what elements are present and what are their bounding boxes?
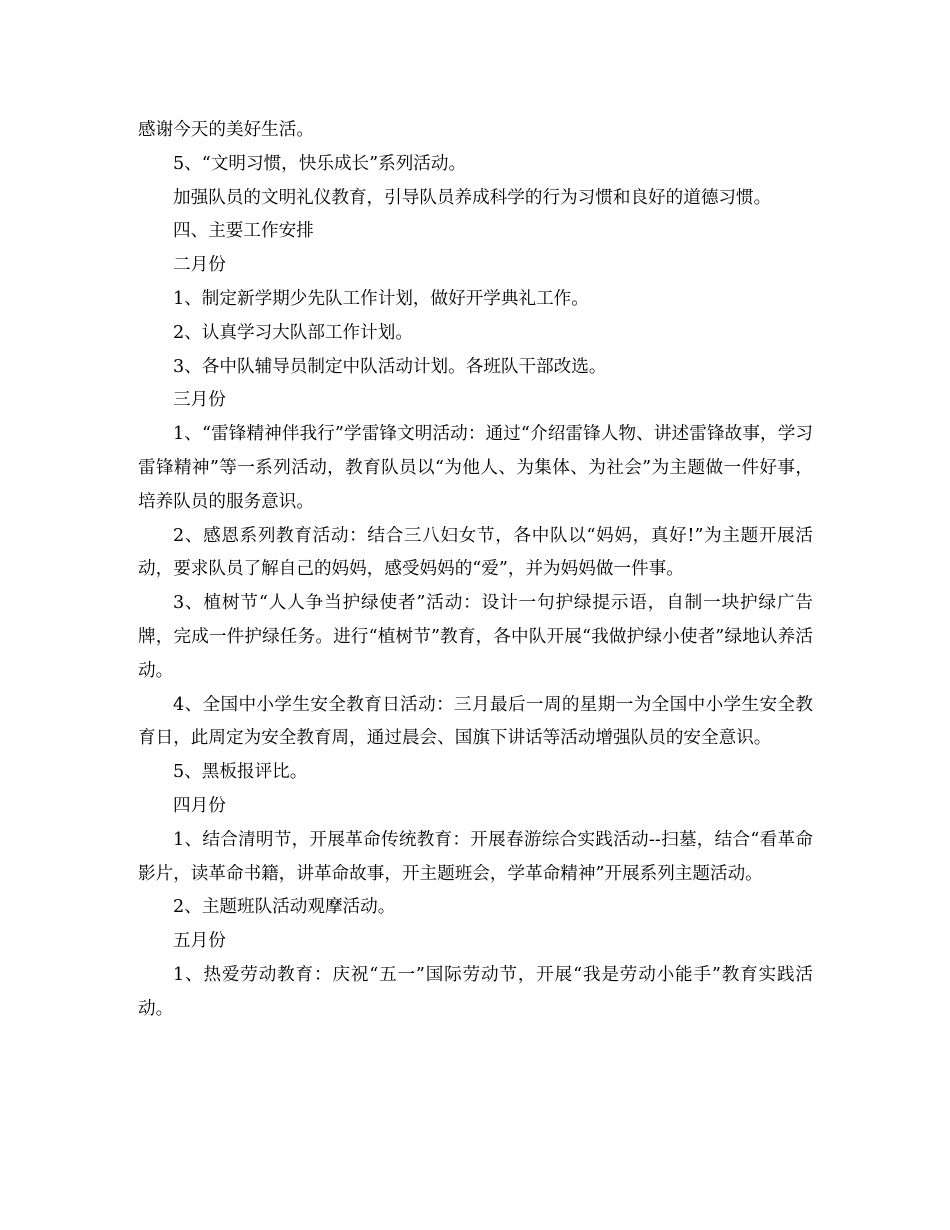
month-heading-march: 三月份 bbox=[173, 390, 226, 411]
paragraph-17: 2、主题班队活动观摩活动。 bbox=[173, 897, 396, 918]
paragraph-11: 2、感恩系列教育活动：结合三八妇女节，各中队以“妈妈，真好!”为主题开展活动，要求队员了解自己的妈妈，感受妈妈的“爱”，并为妈妈做一件事。 bbox=[138, 525, 813, 580]
paragraph-2: 5、“文明习惯，快乐成长”系列活动。 bbox=[173, 153, 467, 174]
month-heading-april: 四月份 bbox=[173, 795, 226, 816]
paragraph-19: 1、热爱劳动教育：庆祝“五一”国际劳动节，开展“我是劳动小能手”教育实践活动。 bbox=[138, 964, 813, 1019]
document-page bbox=[138, 114, 813, 1027]
paragraph-16: 1、结合清明节，开展革命传统教育：开展春游综合实践活动--扫墓，结合“看革命影片，读革命书籍，讲革命故事，开主题班会，学革命精神”开展系列主题活动。 bbox=[138, 829, 813, 884]
month-heading-may: 五月份 bbox=[173, 931, 226, 952]
section-heading: 四、主要工作安排 bbox=[173, 221, 314, 242]
paragraph-7: 2、认真学习大队部工作计划。 bbox=[173, 322, 413, 343]
paragraph-3: 加强队员的文明礼仪教育，引导队员养成科学的行为习惯和良好的道德习惯。 bbox=[173, 187, 772, 208]
paragraph-10: 1、“雷锋精神伴我行”学雷锋文明活动：通过“介绍雷锋人物、讲述雷锋故事，学习雷锋精神”等一系列活动，教育队员以“为他人、为集体、为社会”为主题做一件好事，培养队员的服务意识。 bbox=[138, 424, 813, 512]
paragraph-13: 4、全国中小学生安全教育日活动：三月最后一周的星期一为全国中小学生安全教育日，此周定为安全教育周，通过晨会、国旗下讲话等活动增强队员的安全意识。 bbox=[138, 694, 813, 749]
paragraph-8: 3、各中队辅导员制定中队活动计划。各班队干部改选。 bbox=[173, 356, 607, 377]
paragraph-14: 5、黑板报评比。 bbox=[173, 762, 308, 783]
paragraph-12: 3、植树节“人人争当护绿使者”活动：设计一句护绿提示语，自制一块护绿广告牌，完成一件护绿任务。进行“植树节”教育，各中队开展“我做护绿小使者”绿地认养活动。 bbox=[138, 593, 813, 681]
month-heading-february: 二月份 bbox=[173, 255, 226, 276]
paragraph-1: 感谢今天的美好生活。 bbox=[138, 120, 314, 140]
paragraph-6: 1、制定新学期少先队工作计划，做好开学典礼工作。 bbox=[173, 288, 589, 309]
